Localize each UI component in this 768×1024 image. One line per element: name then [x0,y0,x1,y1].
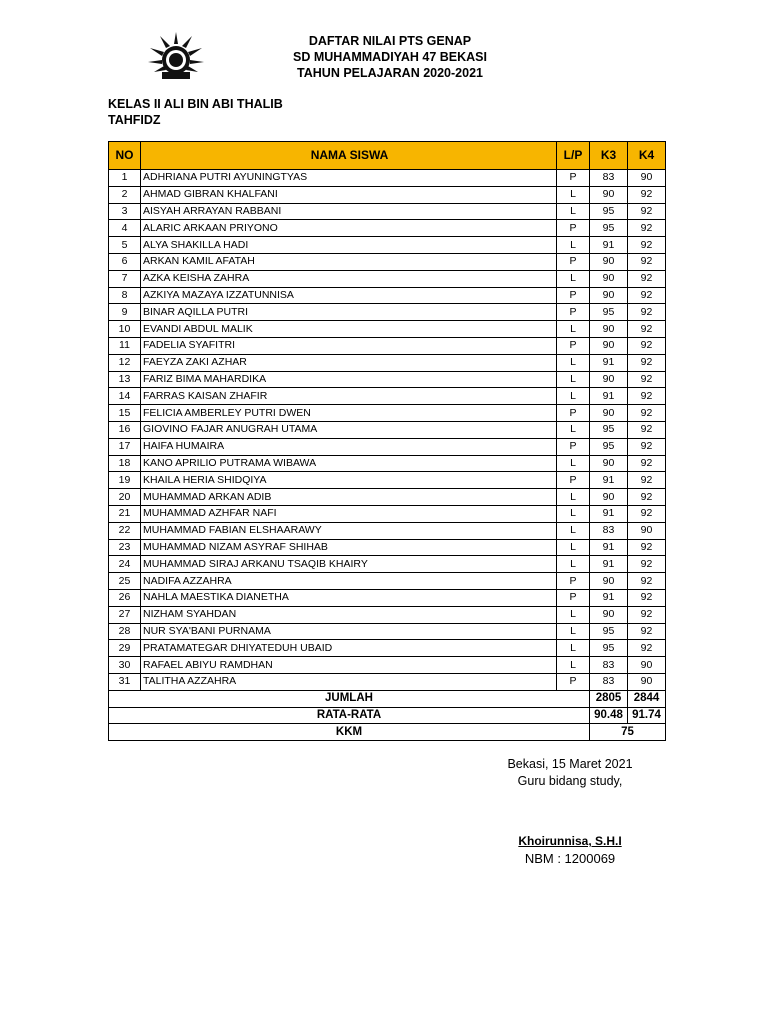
table-row [109,623,666,640]
student-no: 23 [109,539,141,556]
student-gender: L [557,371,590,388]
student-gender: L [557,321,590,338]
student-name: KANO APRILIO PUTRAMA WIBAWA [141,455,557,472]
student-k4: 92 [628,203,666,220]
student-name: FARRAS KAISAN ZHAFIR [141,388,557,405]
student-gender: P [557,170,590,187]
student-gender: P [557,589,590,606]
student-k3: 91 [590,556,628,573]
student-name: MUHAMMAD FABIAN ELSHAARAWY [141,522,557,539]
student-k3: 83 [590,657,628,674]
student-k3: 95 [590,421,628,438]
student-no: 26 [109,589,141,606]
col-k3-header: K3 [590,142,628,170]
jumlah-k4: 2844 [628,690,666,707]
student-gender: L [557,237,590,254]
student-k3: 95 [590,304,628,321]
student-k3: 91 [590,388,628,405]
student-gender: P [557,438,590,455]
student-k4: 92 [628,623,666,640]
student-no: 9 [109,304,141,321]
student-name: HAIFA HUMAIRA [141,438,557,455]
student-k3: 83 [590,170,628,187]
student-k4: 92 [628,405,666,422]
header-school: SD MUHAMMADIYAH 47 BEKASI [292,50,487,64]
student-no: 3 [109,203,141,220]
student-no: 30 [109,657,141,674]
table-row [109,354,666,371]
student-name: MUHAMMAD SIRAJ ARKANU TSAQIB KHAIRY [141,556,557,573]
student-k4: 92 [628,455,666,472]
student-name: EVANDI ABDUL MALIK [141,321,557,338]
student-name: BINAR AQILLA PUTRI [141,304,557,321]
student-name: MUHAMMAD ARKAN ADIB [141,489,557,506]
student-k3: 83 [590,522,628,539]
kkm-value: 75 [590,724,666,741]
table-row [109,220,666,237]
table-row [109,573,666,590]
document-header [230,33,550,81]
table-header-row [109,142,666,170]
student-name: GIOVINO FAJAR ANUGRAH UTAMA [141,421,557,438]
student-name: RAFAEL ABIYU RAMDHAN [141,657,557,674]
student-gender: L [557,354,590,371]
student-no: 2 [109,186,141,203]
student-name: ALARIC ARKAAN PRIYONO [141,220,557,237]
student-k4: 92 [628,371,666,388]
student-k4: 92 [628,505,666,522]
student-gender: L [557,203,590,220]
student-k3: 91 [590,505,628,522]
student-k4: 92 [628,388,666,405]
student-no: 6 [109,253,141,270]
student-gender: P [557,337,590,354]
table-row [109,505,666,522]
signer-name: Khoirunnisa, S.H.I [518,834,622,848]
student-gender: P [557,573,590,590]
student-k4: 92 [628,589,666,606]
subject-name: TAHFIDZ [108,113,161,127]
grades-table [108,141,666,741]
table-row [109,337,666,354]
student-name: MUHAMMAD NIZAM ASYRAF SHIHAB [141,539,557,556]
table-row [109,640,666,657]
student-name: ARKAN KAMIL AFATAH [141,253,557,270]
header-year: TAHUN PELAJARAN 2020-2021 [297,66,483,80]
table-row [109,270,666,287]
student-gender: L [557,539,590,556]
student-no: 13 [109,371,141,388]
student-k4: 92 [628,337,666,354]
student-name: NIZHAM SYAHDAN [141,606,557,623]
student-no: 27 [109,606,141,623]
student-name: NAHLA MAESTIKA DIANETHA [141,589,557,606]
student-no: 19 [109,472,141,489]
student-k4: 92 [628,186,666,203]
student-no: 7 [109,270,141,287]
student-k3: 90 [590,405,628,422]
student-k4: 92 [628,606,666,623]
student-k4: 92 [628,304,666,321]
student-k3: 90 [590,253,628,270]
student-k4: 90 [628,673,666,690]
student-no: 20 [109,489,141,506]
table-row [109,438,666,455]
student-name: TALITHA AZZAHRA [141,673,557,690]
student-gender: P [557,253,590,270]
student-name: NADIFA AZZAHRA [141,573,557,590]
student-no: 12 [109,354,141,371]
student-no: 24 [109,556,141,573]
student-k4: 92 [628,539,666,556]
student-k4: 92 [628,489,666,506]
table-row [109,388,666,405]
signer-role: Guru bidang study, [517,774,623,788]
rata-rata-row [109,707,666,724]
student-name: FAEYZA ZAKI AZHAR [141,354,557,371]
jumlah-row [109,690,666,707]
table-row [109,186,666,203]
table-row [109,405,666,422]
student-no: 29 [109,640,141,657]
table-row [109,673,666,690]
student-k3: 90 [590,455,628,472]
student-k3: 90 [590,287,628,304]
table-row [109,287,666,304]
student-k4: 92 [628,421,666,438]
student-k4: 90 [628,170,666,187]
table-row [109,657,666,674]
student-no: 4 [109,220,141,237]
header-title: DAFTAR NILAI PTS GENAP [308,34,472,48]
rata-rata-k4: 91.74 [628,707,666,724]
student-no: 21 [109,505,141,522]
student-no: 5 [109,237,141,254]
student-no: 10 [109,321,141,338]
table-row [109,304,666,321]
student-k4: 92 [628,321,666,338]
student-gender: P [557,405,590,422]
student-k3: 91 [590,472,628,489]
student-name: ALYA SHAKILLA HADI [141,237,557,254]
student-k3: 90 [590,573,628,590]
student-name: AZKA KEISHA ZAHRA [141,270,557,287]
student-no: 18 [109,455,141,472]
student-k3: 91 [590,589,628,606]
signer-block [480,833,660,867]
student-k4: 92 [628,220,666,237]
student-no: 31 [109,673,141,690]
student-gender: P [557,287,590,304]
student-k3: 90 [590,606,628,623]
student-k4: 92 [628,287,666,304]
student-no: 25 [109,573,141,590]
student-k3: 90 [590,489,628,506]
table-row [109,237,666,254]
student-gender: L [557,556,590,573]
place-date: Bekasi, 15 Maret 2021 [507,757,633,771]
student-gender: L [557,640,590,657]
student-no: 17 [109,438,141,455]
jumlah-k3: 2805 [590,690,628,707]
student-gender: L [557,455,590,472]
student-gender: L [557,623,590,640]
student-k4: 92 [628,438,666,455]
student-k3: 95 [590,203,628,220]
student-k4: 92 [628,556,666,573]
table-row [109,253,666,270]
student-k3: 90 [590,321,628,338]
table-row [109,589,666,606]
student-k3: 90 [590,371,628,388]
table-row [109,170,666,187]
student-name: AISYAH ARRAYAN RABBANI [141,203,557,220]
student-name: PRATAMATEGAR DHIYATEDUH UBAID [141,640,557,657]
student-name: FADELIA SYAFITRI [141,337,557,354]
student-gender: L [557,270,590,287]
student-name: FARIZ BIMA MAHARDIKA [141,371,557,388]
student-gender: P [557,304,590,321]
student-gender: P [557,673,590,690]
student-k3: 95 [590,640,628,657]
student-k4: 92 [628,237,666,254]
student-k4: 90 [628,657,666,674]
student-k4: 90 [628,522,666,539]
student-k3: 90 [590,186,628,203]
student-name: AHMAD GIBRAN KHALFANI [141,186,557,203]
student-gender: L [557,657,590,674]
student-gender: L [557,489,590,506]
student-gender: L [557,388,590,405]
student-name: AZKIYA MAZAYA IZZATUNNISA [141,287,557,304]
student-gender: L [557,505,590,522]
student-gender: L [557,606,590,623]
class-info [108,96,283,128]
table-row [109,522,666,539]
student-gender: L [557,522,590,539]
student-no: 1 [109,170,141,187]
student-k4: 92 [628,270,666,287]
table-row [109,455,666,472]
student-name: FELICIA AMBERLEY PUTRI DWEN [141,405,557,422]
student-no: 28 [109,623,141,640]
col-k4-header: K4 [628,142,666,170]
kkm-row [109,724,666,741]
student-no: 16 [109,421,141,438]
class-name: KELAS II ALI BIN ABI THALIB [108,97,283,111]
student-gender: P [557,220,590,237]
student-gender: L [557,186,590,203]
student-k4: 92 [628,253,666,270]
student-name: KHAILA HERIA SHIDQIYA [141,472,557,489]
signature-block [480,756,660,790]
table-row [109,203,666,220]
student-k3: 90 [590,270,628,287]
student-no: 8 [109,287,141,304]
col-no-header: NO [109,142,141,170]
student-gender: P [557,472,590,489]
student-k3: 91 [590,237,628,254]
student-name: MUHAMMAD AZHFAR NAFI [141,505,557,522]
student-k4: 92 [628,573,666,590]
student-k3: 91 [590,354,628,371]
student-k3: 90 [590,337,628,354]
student-no: 15 [109,405,141,422]
student-k3: 95 [590,623,628,640]
student-gender: L [557,421,590,438]
student-no: 11 [109,337,141,354]
student-k3: 83 [590,673,628,690]
student-k4: 92 [628,354,666,371]
table-row [109,421,666,438]
col-name-header: NAMA SISWA [141,142,557,170]
student-no: 22 [109,522,141,539]
student-k3: 95 [590,220,628,237]
student-k3: 95 [590,438,628,455]
table-row [109,606,666,623]
table-row [109,472,666,489]
table-row [109,371,666,388]
student-no: 14 [109,388,141,405]
table-row [109,556,666,573]
muhammadiyah-logo-icon [146,30,206,80]
kkm-label: KKM [109,724,590,741]
rata-rata-k3: 90.48 [590,707,628,724]
student-name: ADHRIANA PUTRI AYUNINGTYAS [141,170,557,187]
table-row [109,489,666,506]
signer-nbm: NBM : 1200069 [524,851,616,866]
student-k4: 92 [628,640,666,657]
jumlah-label: JUMLAH [109,690,590,707]
rata-rata-label: RATA-RATA [109,707,590,724]
table-row [109,321,666,338]
table-row [109,539,666,556]
col-lp-header: L/P [557,142,590,170]
student-k4: 92 [628,472,666,489]
student-name: NUR SYA'BANI PURNAMA [141,623,557,640]
student-k3: 91 [590,539,628,556]
